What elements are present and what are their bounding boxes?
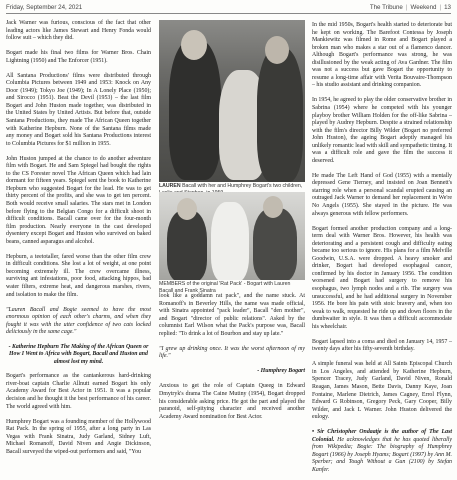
quote-attribution: - Katherine Hepburn The Making of the African Queen or How I Went to Africa with Bogart, Bacall and Huston and almost lost my mind. — [8, 344, 149, 365]
paragraph: Bogart lapsed into a coma and died on January 14, 1957 – twenty days after his fifty-seventh birthday. — [312, 338, 452, 353]
rat-pack-photo — [159, 192, 305, 280]
photo-figure — [211, 202, 249, 280]
photo-figure — [169, 40, 221, 180]
caption-lead: LAUREN — [159, 183, 181, 189]
pull-quote: "Lauren Bacall and Bogie seemed to have the most enormous opinion of each other's charms, and when they fought it was with the utter confidence of two cats locked deliciously in the same cage." — [6, 306, 151, 336]
photo-figure — [257, 48, 303, 182]
paragraph: In 1954, he agreed to play the older conservative brother in Sabrina (1954) where he competed with his younger playboy brother William Holden for the off-like Sabrina – played by Audrey Hepburn. Despite a strained relationship with the film's director Billy Wilder (Bogart no preferred John Huston), the ageing Bogart adeptly managed his unlikely romantic lead with skill and sympathetic timing. It was a difficult role and gave the film the success it deserved. — [312, 97, 452, 164]
author-note — [312, 429, 452, 474]
photo-figure — [253, 208, 297, 280]
photo-figure — [263, 196, 283, 218]
paragraph: Bogart made his final two films for Warner Bros. Chain Lightning (1950) and The Enforcer (1951). — [6, 50, 151, 64]
paragraph: Bogart's performance as the cantankerous hard-drinking river-boat captain Charlie Allnutt earned Bogart his only Academy Award for Best Actor in 1951. It was a popular decision and he thought it the best performance of his career. The world agreed with him. — [6, 373, 151, 410]
paragraph: look like a goddamn rat pack", and the name stuck. At Romanoff's in Beverley Hills, the name was made official, with Sinatra appointed "pack leader", Bacall "den mother", and Bogart "director of public relations". Asked by the columnist Earl Wilson what the Pack's purpose was, Bacall replied: "To drink a lot of Bourbon and stay up late." — [159, 293, 305, 337]
pull-quote: "I grew up drinking once. It was the worst afternoon of my life." — [159, 345, 305, 360]
paragraph: Jack Warner was furious, conscious of the fact that other leading actors like James Stewart and Henry Fonda would follow suit – which they did. — [6, 20, 151, 42]
paragraph: Humphrey Bogart was a founding member of the Hollywood Rat Pack. In the spring of 1955, after a long party in Las Vegas with Frank Sinatra, Judy Garland, Sidney Luft, Michael Romanoff, David Niven and Angie Dickinson, Bacall surveyed the wiped-out performers and said, "You — [6, 418, 151, 455]
section-name: Weekend — [410, 4, 437, 11]
photo-figure — [177, 198, 197, 220]
photo-figure — [181, 30, 207, 60]
column-1 — [6, 20, 151, 464]
paragraph: Anxious to get the role of Captain Queeg in Edward Dmytryk's drama The Caine Mutiny (1954), Bogart dropped his considerable asking price. He got the part and played the paranoid, self-pitying character and received another Academy Award nomination for Best Actor. — [159, 383, 305, 420]
paragraph: All Santana Productions' films were distributed through Columbia Pictures between 1949 and 1953: Knock on Any Door (1949); Tokyo Joe (1949); In A Lonely Place (1950); and Sirocco (1951). Beat the Devil (1953) – the last film Bogart and John Huston made together, was distributed in the United States by United Artists. But before that, outside Santana Productions, they made The African Queen together with Katherine Hepburn. None of the Santana films made any money and Bogart sold his Santana Productions interest to Columbia Pictures for $1 million in 1955. — [6, 72, 151, 147]
photo-figure — [167, 210, 207, 280]
column-3 — [312, 22, 452, 480]
page-number: 13 — [444, 4, 451, 11]
caption-text: Bacall with her and Humphrey Bogart's two children, — [182, 183, 303, 189]
photo-caption: MEMBERS of the original 'Rat Pack' - Bogart with Lauren Bacall and Frank Sinatra — [159, 281, 291, 294]
header-divider: | — [439, 4, 442, 11]
paragraph: Hepburn, a teetotaller, fared worse than the other film crew in difficult conditions. She lost a lot of weight, at one point becoming extremely ill. The crew overcame illness, surviving ant infestations, poor food, attacking hippos, bad water filters, extreme heat, and dangerous marshes, rivers, and isolation to make the film. — [6, 253, 151, 298]
family-photo — [159, 20, 305, 182]
photo-figure — [265, 36, 289, 64]
paragraph: Bogart formed another production company and a long-term deal with Warner Bros. However, his health was deteriorating and a persistent cough and difficulty eating became too serious to ignore. His plans for a film Melville Goodwin, U.S.A. were dropped. A heavy smoker and drinker, Bogart had developed esophageal cancer, confirmed by his doctor in January 1956. The condition worsened and Bogart had surgery to remove his esophagus, two lymph nodes and a rib. The surgery was unsuccessful, and he had additional surgery in November 1956. He bore his pain with stoic bravery and, when too weak to walk, requested he ride up and down floors in the dumbwaiter in style. It was then a difficult accommodate his wheelchair. — [312, 225, 452, 330]
header-divider: | — [405, 4, 408, 11]
quote-attribution: - Humphrey Bogart — [257, 368, 305, 375]
issue-date: Friday, September 24, 2021 — [6, 4, 83, 11]
author-note-lead: • Sir Christopher Ondaatje is the author of The Last Colonial. — [312, 429, 452, 443]
header-right — [370, 4, 451, 11]
column-2 — [159, 293, 305, 429]
paragraph: In the mid 1950s, Bogart's health started to deteriorate but he kept on working. The Barefoot Contessa by Joseph Mankiewitz was filmed in Rome and Bogart played a broken man who makes a star out of a flamenco dancer. Although Bogart's performance was strong, he was disillusioned by the weak acting of Ava Gardner. The film was not a success but gave Bogart the opportunity to resume a long-time affair with Verita Bouvaire-Thompson – his studio assistant and drinking companion. — [312, 22, 452, 89]
paragraph: He made The Left Hand of God (1955) with a mentally depressed Gene Tierney, and insisted on Joan Bennett's starring role when a personal scandal erupted causing an outraged Jack Warner to demand her replacement in We're No Angels (1955). She stayed in the picture. He was always generous with fellow performers. — [312, 172, 452, 217]
paper-name: The Tribune — [369, 4, 403, 11]
author-note-text: He acknowledges that he has quoted liberally from Wikipedia; Bogie: The biography of Humphrey Bogart (1966) by Joseph Hyams; Bogart (1997) by Ann M. Sperber; and Tough Without a Gun (2100) by Stefan Kanfer. — [312, 436, 452, 473]
page-header — [6, 2, 451, 14]
paragraph: A simple funeral was held at All Saints Episcopal Church in Los Angeles, and attended by Katherine Hepburn, Spencer Tracey, Judy Garland, David Niven, Ronald Reagan, James Mason, Bette Davis, Danny Kaye, Joan Fontaine, Marlene Dietrich, James Cagney, Errol Flynn, Edward G Robinson, Gregory Peck, Gary Cooper, Billy Wilder, and Jack L Warner. John Huston delivered the eulogy. — [312, 361, 452, 421]
paragraph: John Huston jumped at the chance to do another adventure film with Bogart. He and Sam Spiegel had bought the rights to the CS Forester novel The African Queen which had lain dormant for fifteen years. Spiegel sent the book to Katherine Hepburn who suggested Bogart for the lead. He was to get thirty percent of the profits, and she was to get ten percent. Both would receive small salaries. The stars met in London before flying to the Belgian Congo for a difficult shoot in difficult conditions. Bacall came over for the four-month film production. Nearly everyone in the cast developed dysentery except Bogart and Huston who survived on baked beans, canned asparagus and alcohol. — [6, 155, 151, 245]
